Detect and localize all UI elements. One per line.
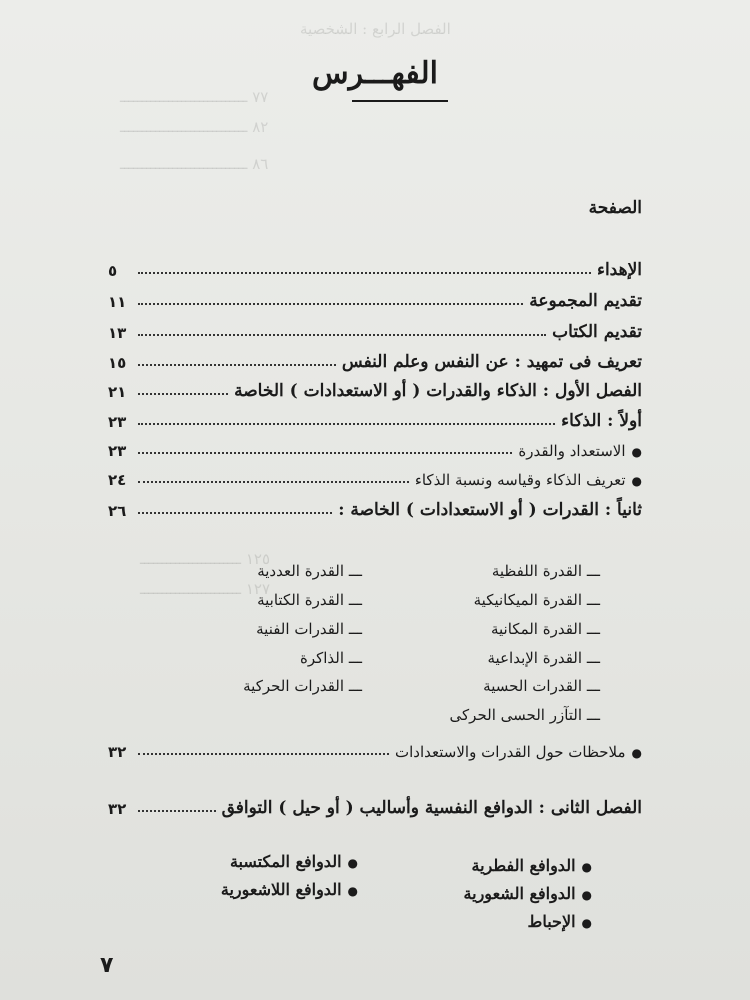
toc-entry-title: تقديم المجموعة [529, 291, 642, 311]
ability-item: ـــ القدرة اللفظية [491, 562, 600, 580]
toc-entry [108, 790, 642, 818]
ability-item: ـــ القدرة الميكانيكية [473, 591, 600, 609]
bullet-icon: ● [631, 445, 642, 459]
page-title: الفهـــرس [311, 56, 439, 91]
ability-item: ـــ القدرات الحركية [243, 677, 362, 695]
toc-entry-page: ٢٤ [108, 471, 127, 489]
leader-dots [138, 810, 216, 812]
toc-entry-page: ٣٢ [108, 800, 127, 818]
toc-entry [108, 492, 642, 520]
leader-dots [138, 512, 332, 514]
toc-entry-title: ●ملاحظات حول القدرات والاستعدادات [395, 743, 642, 761]
motive-item: ●الدوافع المكتسبة [229, 852, 358, 871]
toc-entry-page: ١١ [108, 293, 127, 311]
bullet-icon: ● [631, 474, 642, 488]
toc-entry [108, 432, 642, 460]
bullet-icon: ● [581, 916, 592, 930]
toc-entry-title: الفصل الأول : الذكاء والقدرات ( أو الاستعدادات ) الخاصة [234, 381, 642, 401]
leader-dots [138, 753, 389, 755]
toc-entry [108, 373, 642, 401]
bullet-icon: ● [581, 860, 592, 874]
toc-entry-page: ٢٣ [108, 413, 127, 431]
toc-entry-page: ٢١ [108, 383, 127, 401]
leader-dots [138, 334, 546, 336]
motive-item: ●الدوافع الفطرية [471, 856, 592, 875]
ability-item: ـــ القدرة الكتابية [257, 591, 362, 609]
motive-item: ●الإحباط [527, 912, 592, 931]
leader-dots [138, 364, 336, 366]
ability-item: ـــ القدرة العددية [257, 562, 362, 580]
toc-entry-page: ٥ [108, 262, 118, 280]
toc-entry-title: تقديم الكتاب [552, 322, 642, 342]
toc-entry-title: الفصل الثانى : الدوافع النفسية وأساليب ( أو حيل ) التوافق [221, 798, 642, 818]
toc-entry-page: ١٣ [108, 324, 127, 342]
toc-entry [108, 733, 642, 761]
toc-entry [108, 314, 642, 342]
ability-item: ـــ الذاكرة [299, 649, 362, 667]
leader-dots [138, 452, 512, 454]
bullet-icon: ● [581, 888, 592, 902]
ability-item: ـــ القدرة المكانية [490, 620, 600, 638]
ability-item: ـــ القدرات الفنية [256, 620, 362, 638]
toc-entry-title: أولاً : الذكاء [561, 411, 642, 431]
toc-entry [108, 461, 642, 489]
toc-entry [108, 344, 642, 372]
ability-item: ـــ القدرات الحسية [483, 677, 600, 695]
ability-item: ـــ التآزر الحسى الحركى [449, 706, 600, 724]
toc-entry-page: ٢٣ [108, 442, 127, 460]
toc-entry [108, 283, 642, 311]
motive-item: ●الدوافع الشعورية [463, 884, 592, 903]
leader-dots [138, 303, 523, 305]
toc-entry-title: ●الاستعداد والقدرة [518, 442, 642, 460]
leader-dots [138, 481, 409, 483]
motive-item: ●الدوافع اللاشعورية [220, 880, 358, 899]
toc-entry-page: ٢٦ [108, 502, 127, 520]
document-page: الفصل الرابع : الشخصية ٧٧ ـــــــــــــــــــــــــــــ ٨٢ ـــــــــــــــــــــــــــــ ٨٦ ـــــــــــــــــــــــــــــ ١٢٥ ـــــــــــــــــــــــ ١٢٧ ـــــــــــــــــــــــ الفهـــرس الصفحة الإهداء ٥ تقديم المجموعة ١١ تقديم الكتاب ١٣ تعريف فى تمهيد : عن النفس وعلم النفس ١٥ الفصل الأول : الذكاء والقدرات ( أو الاستعدادات ) الخاصة ٢١ أولاً : الذكاء ٢٣ ●الاستعداد والقدرة ٢٣ ●تعريف الذكاء وقياسه ونسبة الذكاء ٢٤ ثانياً : القدرات ( أو الاستعدادات ) الخاصة : ٢٦ ـــ القدرة اللفظية ـــ القدرة الميكانيكية ـــ القدرة المكانية ـــ القدرة الإبداعية ـــ القدرات الحسية ـــ التآزر الحسى الحركى ـــ القدرة العددية ـــ القدرة الكتابية ـــ القدرات الفنية ـــ الذاكرة ـــ القدرات الحركية ●ملاحظات حول القدرات والاستعدادات ٣٢ الفصل الثانى : الدوافع النفسية وأساليب ( أو حيل ) التوافق ٣٢ ●الدوافع الفطرية ●الدوافع الشعورية ●الإحباط ●الدوافع المكتسبة ●الدوافع اللاشعورية ٧ [0, 0, 750, 1000]
toc-entry [108, 403, 642, 431]
toc-entry-title: تعريف فى تمهيد : عن النفس وعلم النفس [341, 352, 642, 372]
bullet-icon: ● [347, 856, 358, 870]
toc-entry-title: ●تعريف الذكاء وقياسه ونسبة الذكاء [414, 471, 642, 489]
leader-dots [138, 423, 555, 425]
toc-entry-title: ثانياً : القدرات ( أو الاستعدادات ) الخاصة : [338, 500, 642, 520]
toc-entry [108, 252, 642, 280]
bullet-icon: ● [631, 746, 642, 760]
page-number: ٧ [100, 953, 114, 978]
title-underline [352, 100, 448, 102]
page-column-header: الصفحة [588, 198, 642, 218]
leader-dots [138, 393, 228, 395]
bullet-icon: ● [347, 884, 358, 898]
toc-entry-page: ١٥ [108, 354, 127, 372]
toc-entry-title: الإهداء [596, 260, 642, 280]
toc-entry-page: ٣٢ [108, 743, 127, 761]
ability-item: ـــ القدرة الإبداعية [487, 649, 600, 667]
leader-dots [138, 272, 591, 274]
